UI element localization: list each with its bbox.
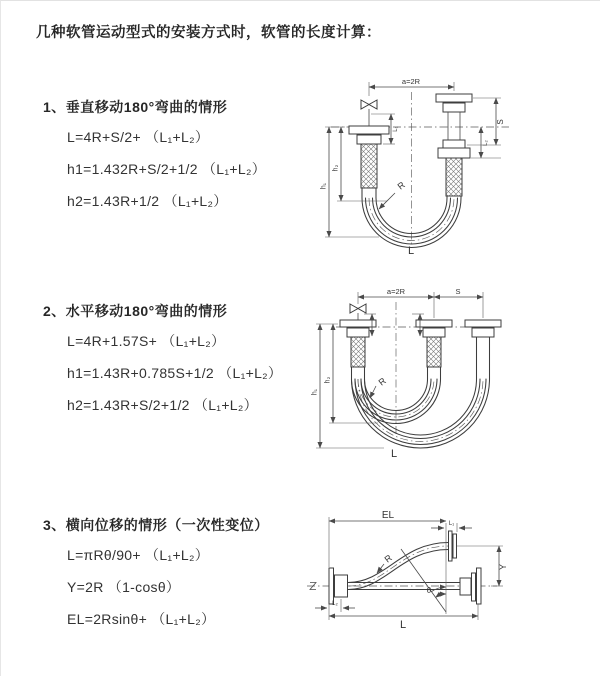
flange-right-lower bbox=[443, 140, 465, 148]
section-1-heading: 1、垂直移动180°弯曲的情形 bbox=[43, 99, 228, 115]
dim-label-s: S bbox=[455, 287, 461, 296]
flange-left bbox=[329, 568, 334, 604]
dim-label-span: a=2R bbox=[401, 77, 421, 86]
dim-label-s: S bbox=[496, 119, 505, 125]
diagram-horizontal-bend bbox=[306, 284, 526, 464]
formula-h1: h1=1.432R+S/2+1/2 （L₁+L₂） bbox=[67, 161, 267, 177]
angle-reference-diagonal bbox=[401, 549, 446, 612]
dim-label-h1: h₁ bbox=[320, 182, 328, 190]
dim-label-el: EL bbox=[381, 510, 395, 521]
flange-left bbox=[349, 126, 389, 134]
flange-right bbox=[465, 320, 501, 327]
dimensions bbox=[321, 77, 506, 257]
hose-u-bend-positions bbox=[351, 337, 490, 448]
dim-label-h2: h₂ bbox=[324, 376, 332, 384]
formula-h1: h1=1.43R+0.785S+1/2 （L₁+L₂） bbox=[67, 365, 283, 381]
horizontal-bend-drawing bbox=[306, 284, 526, 464]
lateral-shift-drawing bbox=[301, 501, 516, 636]
radius-label: R bbox=[395, 179, 407, 192]
formula-h2: h2=1.43R+S/2+1/2 （L₁+L₂） bbox=[67, 397, 258, 413]
braid-section-right bbox=[446, 158, 462, 196]
valve-icon bbox=[350, 304, 366, 313]
length-label: L bbox=[399, 619, 407, 631]
section-lateral-shift bbox=[43, 515, 313, 641]
end-fittings bbox=[340, 304, 501, 337]
section-horizontal-bend bbox=[43, 301, 313, 427]
diagram-vertical-bend bbox=[311, 74, 526, 256]
flange-right bbox=[472, 573, 476, 601]
dim-label-l2: L₂ bbox=[483, 140, 489, 146]
formula-length: L=4R+1.57S+ （L₁+L₂） bbox=[67, 333, 226, 349]
dim-label-h1: h₁ bbox=[311, 388, 319, 396]
braid-section-left bbox=[351, 337, 365, 367]
braid-section-left bbox=[361, 144, 377, 188]
angle-arc bbox=[436, 594, 447, 597]
length-label: L bbox=[407, 245, 415, 257]
radius-label: R bbox=[382, 552, 394, 565]
section-3-heading: 3、横向位移的情形（一次性变位） bbox=[43, 517, 269, 533]
formula-length: L=4R+S/2+ （L₁+L₂） bbox=[67, 129, 210, 145]
dim-label-span: a=2R bbox=[386, 287, 406, 296]
dim-label-l1: L₁ bbox=[393, 126, 399, 132]
section-2-heading: 2、水平移动180°弯曲的情形 bbox=[43, 303, 228, 319]
angle-label: θ bbox=[426, 586, 432, 595]
dim-label-l2: L₂ bbox=[332, 601, 338, 607]
dim-label-h2: h₂ bbox=[332, 164, 340, 172]
formula-length: L=πRθ/90+ （L₁+L₂） bbox=[67, 547, 210, 563]
flange-upper bbox=[449, 531, 453, 561]
dim-label-l1: L₁ bbox=[448, 521, 455, 527]
formula-el: EL=2Rsinθ+ （L₁+L₂） bbox=[67, 611, 216, 627]
dim-label-y: Y bbox=[498, 563, 508, 571]
flange-left bbox=[340, 320, 376, 327]
diagram-lateral-shift bbox=[301, 501, 516, 636]
section-vertical-bend bbox=[43, 97, 313, 223]
page-title: 几种软管运动型式的安装方式时，软管的长度计算： bbox=[36, 25, 381, 41]
valve-icon bbox=[361, 100, 377, 109]
length-label: L bbox=[390, 448, 398, 460]
formula-y: Y=2R （1-cosθ） bbox=[67, 579, 181, 595]
vertical-bend-drawing bbox=[311, 74, 526, 256]
end-fittings bbox=[310, 531, 481, 604]
braid-section-middle bbox=[427, 337, 441, 367]
formula-h2: h2=1.43R+1/2 （L₁+L₂） bbox=[67, 193, 228, 209]
flange-right-upper bbox=[436, 94, 472, 102]
flange-middle bbox=[416, 320, 452, 327]
radius-label: R bbox=[376, 375, 388, 388]
